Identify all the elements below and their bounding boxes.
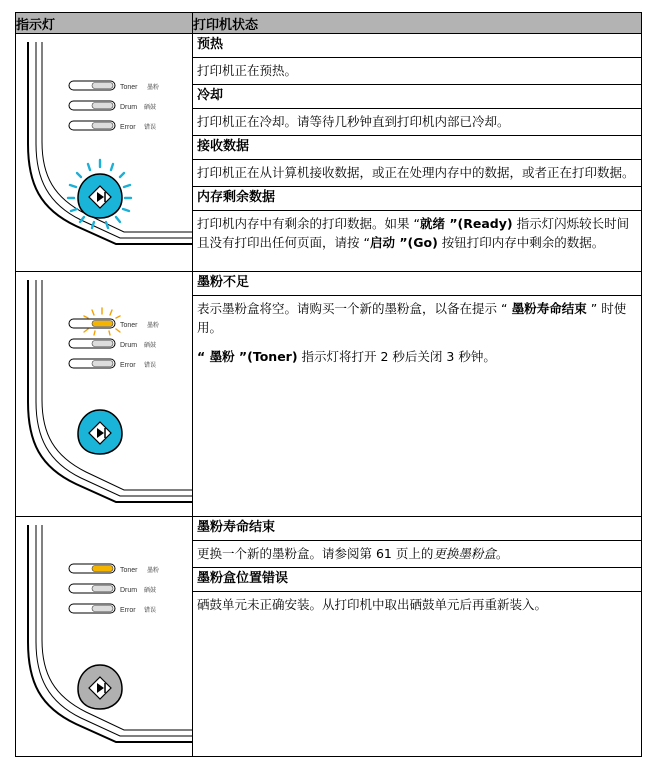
desc-text: 打印机内存中有剩余的打印数据。如果 “ bbox=[197, 216, 420, 231]
toner-label: Toner bbox=[120, 84, 138, 91]
printer-panel-illustration bbox=[16, 517, 192, 755]
status-cell-row1 bbox=[193, 34, 642, 272]
drum-label: Drum bbox=[120, 587, 138, 594]
led-status-table bbox=[15, 12, 642, 757]
panel-illustration-ready bbox=[16, 34, 193, 272]
status-cell-row3 bbox=[193, 517, 642, 757]
printer-panel-illustration bbox=[16, 272, 192, 515]
state-title: 墨粉寿命结束 bbox=[193, 517, 641, 541]
state-desc-toner-low bbox=[193, 296, 641, 370]
state-desc: 打印机正在冷却。请等待几秒钟直到打印机内部已冷却。 bbox=[197, 114, 510, 129]
desc-text: 表示墨粉盒将空。请购买一个新的墨粉盒，以备在提示 “ bbox=[197, 301, 508, 316]
state-title: 墨粉盒位置错误 bbox=[193, 568, 641, 592]
toner-label-cn: 墨粉 bbox=[147, 84, 160, 91]
toner-led-icon bbox=[69, 319, 115, 328]
state-desc bbox=[193, 211, 641, 256]
error-led-icon bbox=[69, 359, 115, 368]
go-en: ”(Go) bbox=[394, 235, 438, 250]
desc-text: 更换一个新的墨粉盒。请参阅第 61 页上的 bbox=[197, 546, 434, 561]
desc-text: 按钮打印内存中剩余的数据。 bbox=[437, 235, 605, 250]
state-title: 预热 bbox=[193, 34, 641, 58]
drum-led-icon bbox=[69, 584, 115, 593]
panel-illustration-toner-end bbox=[16, 517, 193, 757]
toner-led-icon bbox=[69, 81, 115, 90]
toner-label: Toner bbox=[120, 567, 138, 574]
drum-led-icon bbox=[69, 101, 115, 110]
toner-label-cn: 墨粉 bbox=[147, 322, 160, 329]
drum-label-cn: 硒鼓 bbox=[144, 104, 157, 111]
desc-text: 指示灯闪烁较长时间且没有打印出任何页面，请按 “ bbox=[197, 216, 630, 250]
ready-en: ”(Ready) bbox=[444, 216, 513, 231]
desc-text: 。 bbox=[495, 546, 509, 561]
toner-led-icon bbox=[69, 564, 115, 573]
go-button-icon bbox=[78, 410, 122, 454]
error-label-cn: 错误 bbox=[144, 124, 157, 131]
go-button-icon bbox=[78, 665, 122, 709]
state-desc: 打印机正在从计算机接收数据，或正在处理内存中的数据，或者正在打印数据。 bbox=[197, 165, 635, 180]
desc-paragraph bbox=[197, 299, 637, 337]
state-cooling-down bbox=[193, 85, 641, 136]
go-button-icon bbox=[78, 174, 122, 218]
error-label: Error bbox=[120, 362, 136, 369]
status-cell-row2 bbox=[193, 272, 642, 517]
header-indicator: 指示灯 bbox=[16, 13, 193, 34]
error-label: Error bbox=[120, 124, 136, 131]
state-desc: 硒鼓单元未正确安装。从打印机中取出硒鼓单元后再重新装入。 bbox=[197, 597, 548, 612]
state-title: 内存剩余数据 bbox=[193, 187, 641, 211]
header-printer-status: 打印机状态 bbox=[193, 13, 642, 34]
drum-label-cn: 硒鼓 bbox=[144, 587, 157, 594]
ready-cn: 就绪 bbox=[419, 216, 445, 231]
state-title-toner-low: 墨粉不足 bbox=[193, 272, 641, 296]
state-toner-end bbox=[193, 517, 641, 568]
drum-led-icon bbox=[69, 339, 115, 348]
desc-bold: “ 墨粉 ”(Toner) bbox=[197, 349, 298, 364]
desc-text: ” 时使用。 bbox=[197, 301, 627, 335]
desc-paragraph bbox=[197, 347, 637, 366]
state-warming-up bbox=[193, 34, 641, 85]
error-led-icon bbox=[69, 604, 115, 613]
state-desc bbox=[193, 541, 641, 567]
printer-panel-illustration bbox=[16, 34, 192, 270]
state-receiving-data bbox=[193, 136, 641, 187]
drum-label-cn: 硒鼓 bbox=[144, 342, 157, 349]
error-label-cn: 错误 bbox=[144, 362, 157, 369]
panel-illustration-toner-low bbox=[16, 272, 193, 517]
drum-label: Drum bbox=[120, 104, 138, 111]
replace-toner-link[interactable]: 更换墨粉盒 bbox=[433, 546, 496, 561]
error-led-icon bbox=[69, 121, 115, 130]
state-title: 接收数据 bbox=[193, 136, 641, 160]
toner-label: Toner bbox=[120, 322, 138, 329]
state-title: 冷却 bbox=[193, 85, 641, 109]
state-desc: 打印机正在预热。 bbox=[197, 63, 298, 78]
error-label-cn: 错误 bbox=[144, 607, 157, 614]
desc-text: 指示灯将打开 2 秒后关闭 3 秒钟。 bbox=[297, 349, 496, 364]
error-label: Error bbox=[120, 607, 136, 614]
drum-label: Drum bbox=[120, 342, 138, 349]
state-data-remaining bbox=[193, 187, 641, 256]
go-cn: 启动 bbox=[369, 235, 395, 250]
state-cartridge-error bbox=[193, 568, 641, 618]
desc-bold: 墨粉寿命结束 bbox=[507, 301, 587, 316]
toner-label-cn: 墨粉 bbox=[147, 567, 160, 574]
